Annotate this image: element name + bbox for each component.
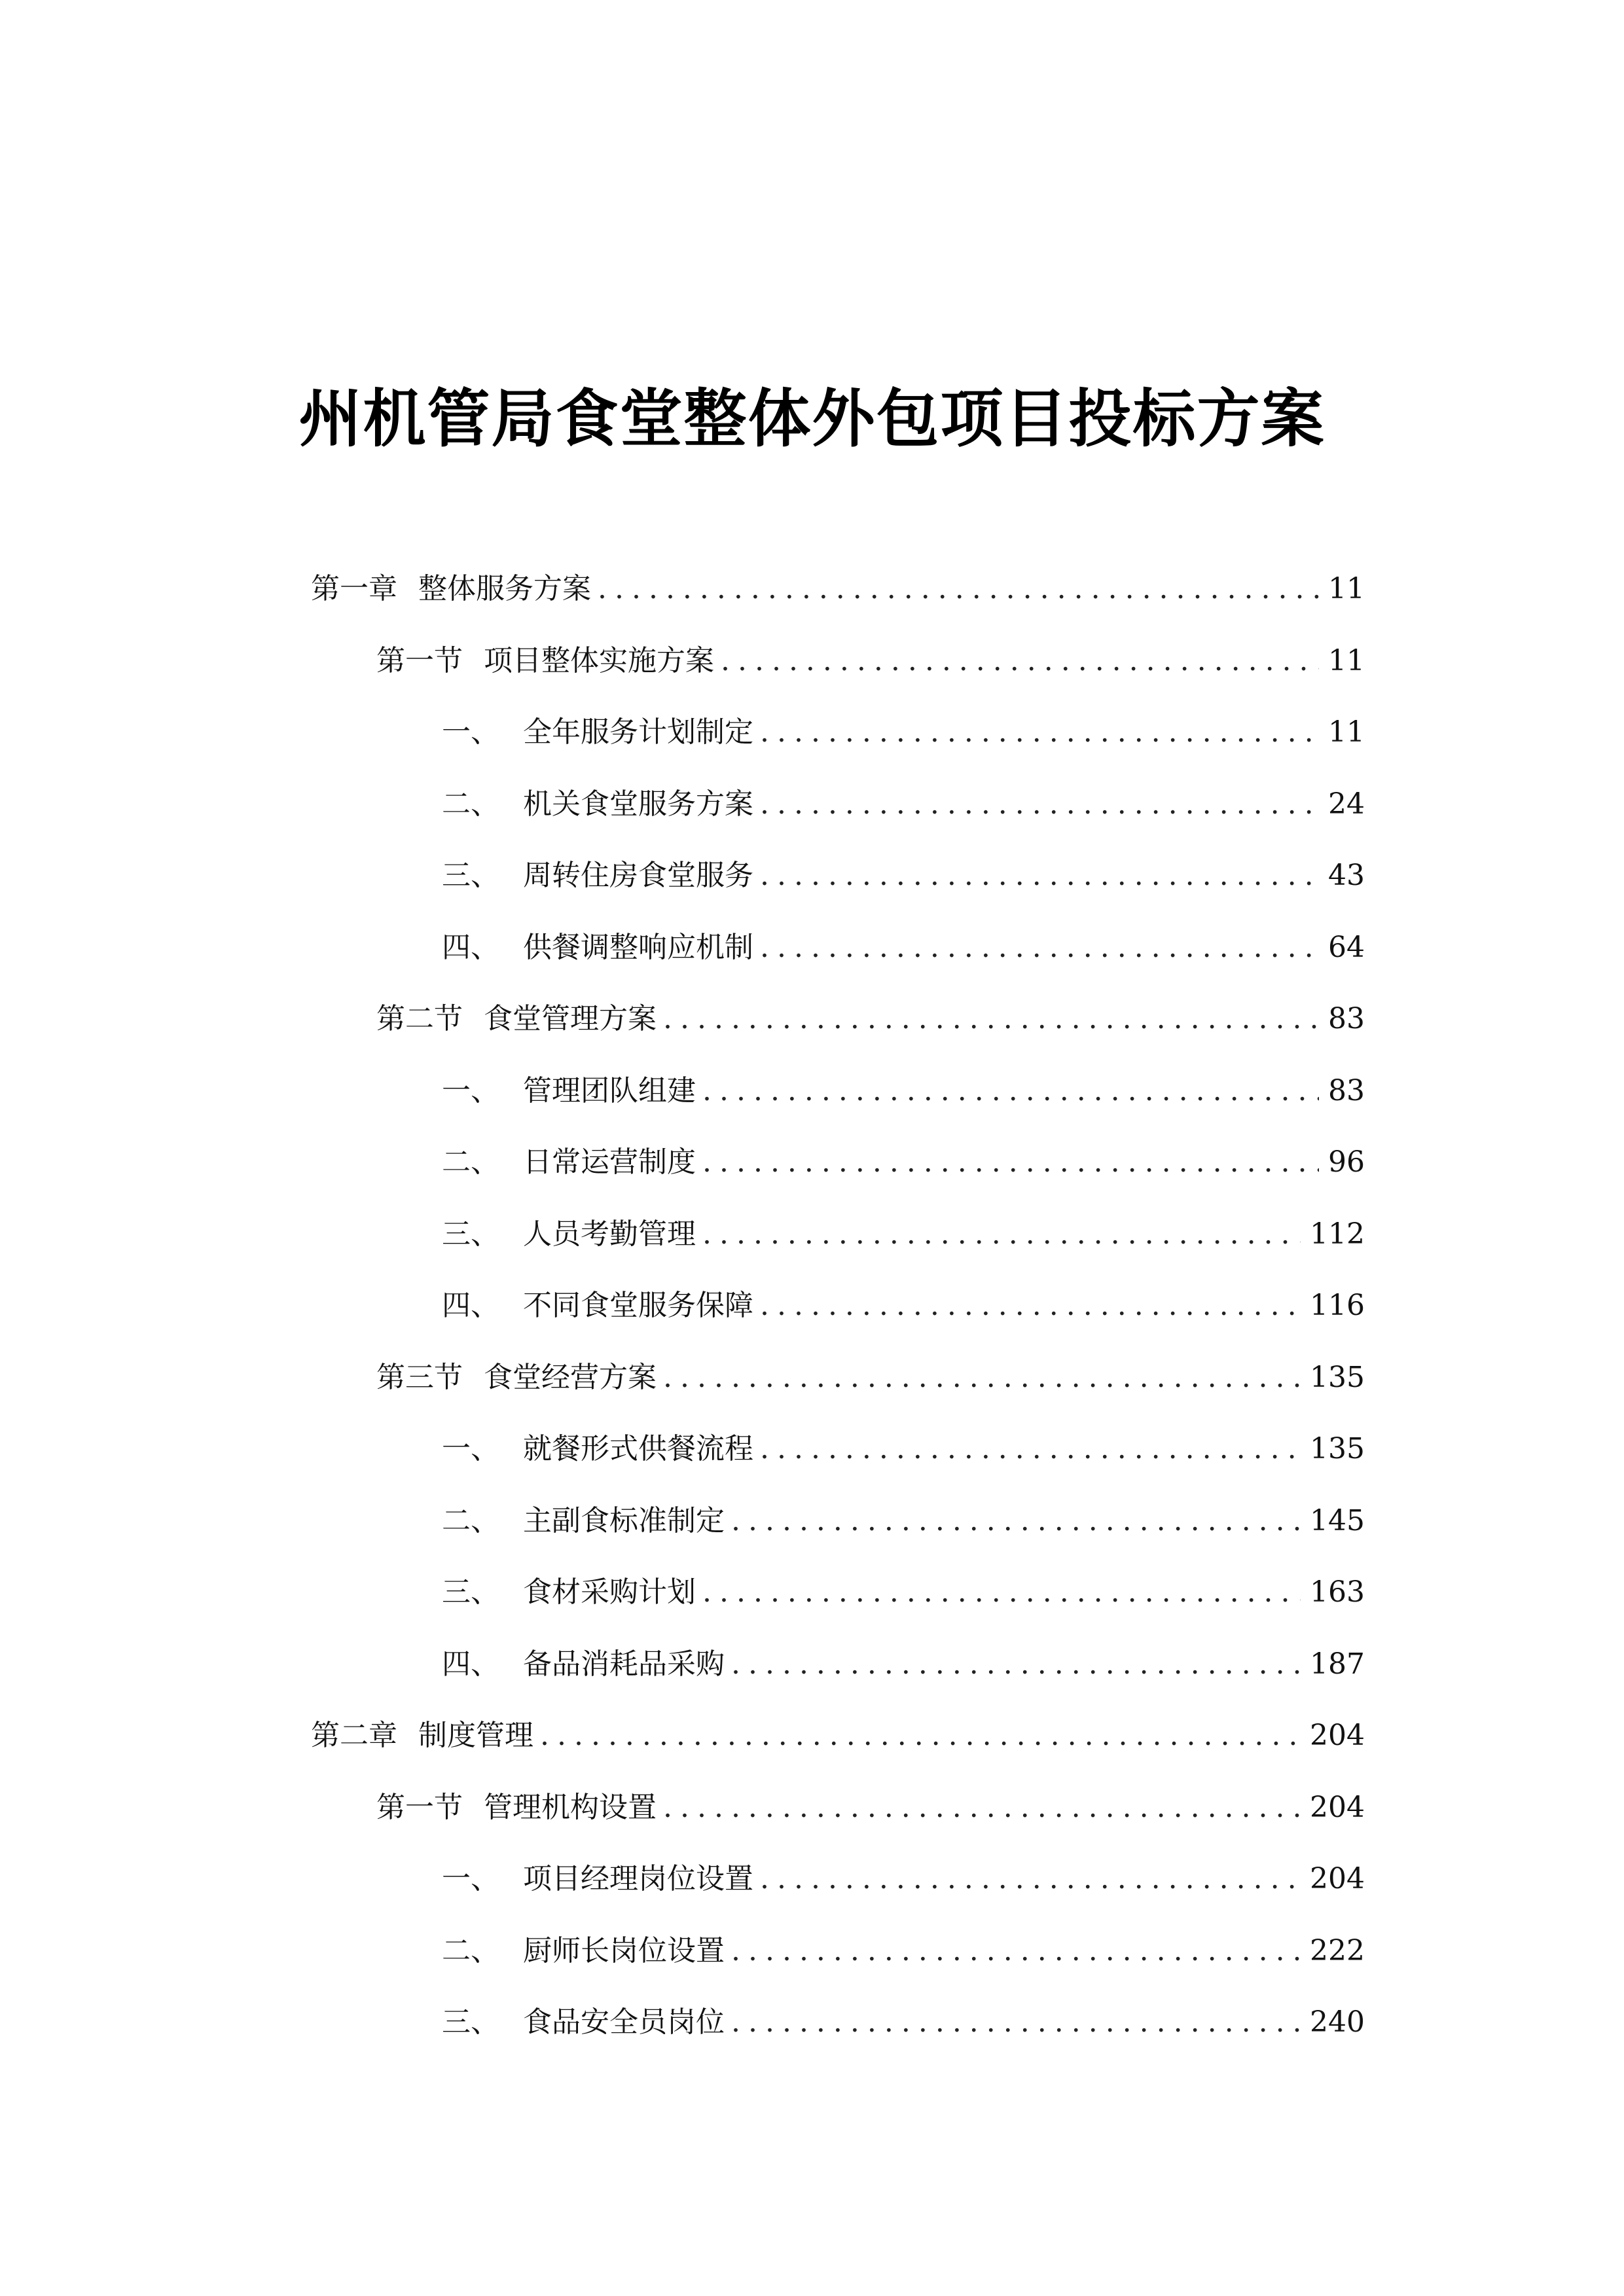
toc-entry[interactable] [311, 1859, 1365, 1931]
toc-entry-number: 一、 [442, 715, 499, 749]
toc-entry-label [442, 1215, 696, 1254]
toc-entry[interactable] [311, 856, 1365, 928]
toc-entry-number: 四、 [442, 930, 499, 964]
toc-page-number: 64 [1328, 930, 1365, 964]
toc-entry-label [442, 1071, 696, 1111]
toc-entry[interactable] [311, 999, 1365, 1071]
toc-dot-leader [760, 1859, 1301, 1899]
toc-dot-leader [721, 641, 1319, 681]
toc-entry-number: 二、 [442, 1503, 499, 1537]
toc-page-number: 112 [1310, 1217, 1365, 1251]
toc-page-number: 204 [1310, 1790, 1365, 1824]
toc-entry-label [442, 856, 753, 895]
toc-dot-leader [540, 1716, 1301, 1755]
toc-entry-title: 全年服务计划制定 [523, 715, 753, 749]
toc-dot-leader [760, 928, 1319, 967]
toc-entry-label [376, 1358, 657, 1397]
toc-entry-number: 三、 [442, 2005, 499, 2039]
toc-page-number: 163 [1310, 1575, 1365, 1609]
toc-dot-leader [760, 713, 1319, 752]
toc-page-number: 83 [1328, 1073, 1365, 1107]
toc-page-number: 187 [1310, 1647, 1365, 1681]
toc-page-number: 11 [1328, 715, 1365, 749]
document-title: 州机管局食堂整体外包项目投标方案 [298, 382, 1326, 456]
toc-entry[interactable] [311, 1716, 1365, 1788]
toc-entry-number: 第二节 [376, 1002, 463, 1035]
toc-page-number: 11 [1328, 643, 1365, 677]
toc-entry[interactable] [311, 641, 1365, 713]
toc-entry-title: 食品安全员岗位 [523, 2005, 725, 2039]
toc-entry-number: 一、 [442, 1432, 499, 1465]
toc-entry-label [442, 1931, 725, 1971]
toc-entry[interactable] [311, 1501, 1365, 1573]
toc-entry-title: 周转住房食堂服务 [523, 859, 753, 892]
toc-entry-label [442, 713, 753, 752]
toc-entry-number: 第三节 [376, 1360, 463, 1394]
toc-entry-number: 一、 [442, 1862, 499, 1895]
toc-dot-leader [702, 1143, 1319, 1182]
toc-dot-leader [663, 999, 1319, 1039]
toc-dot-leader [702, 1071, 1319, 1111]
toc-entry-title: 备品消耗品采购 [523, 1647, 725, 1681]
toc-dot-leader [760, 856, 1319, 895]
toc-entry-title: 食堂管理方案 [484, 1002, 657, 1035]
toc-entry-title: 不同食堂服务保障 [523, 1289, 753, 1322]
toc-entry[interactable] [311, 2003, 1365, 2075]
toc-page-number: 135 [1310, 1360, 1365, 1394]
toc-entry[interactable] [311, 1215, 1365, 1287]
toc-entry-label [442, 1859, 753, 1899]
toc-entry-number: 二、 [442, 787, 499, 821]
toc-entry[interactable] [311, 713, 1365, 785]
toc-entry[interactable] [311, 569, 1365, 641]
toc-entry-number: 三、 [442, 859, 499, 892]
toc-entry-label [442, 928, 753, 967]
toc-page-number: 145 [1310, 1503, 1365, 1537]
toc-page-number: 43 [1328, 859, 1365, 892]
toc-dot-leader [760, 1286, 1301, 1325]
toc-entry[interactable] [311, 1358, 1365, 1430]
toc-entry-number: 二、 [442, 1933, 499, 1967]
toc-entry-number: 三、 [442, 1217, 499, 1251]
toc-entry-title: 项目经理岗位设置 [523, 1862, 753, 1895]
toc-page-number: 11 [1328, 572, 1365, 605]
toc-dot-leader [731, 2003, 1301, 2042]
toc-entry-label [376, 999, 657, 1039]
toc-entry[interactable] [311, 1286, 1365, 1358]
toc-entry-title: 整体服务方案 [418, 572, 591, 605]
toc-entry-label [442, 1645, 725, 1684]
toc-entry[interactable] [311, 1931, 1365, 2003]
toc-entry-title: 人员考勤管理 [523, 1217, 696, 1251]
toc-dot-leader [731, 1645, 1301, 1684]
table-of-contents [311, 569, 1365, 2075]
toc-page-number: 96 [1328, 1145, 1365, 1179]
toc-dot-leader [731, 1931, 1301, 1971]
toc-entry-number: 一、 [442, 1073, 499, 1107]
toc-entry[interactable] [311, 928, 1365, 1000]
toc-entry-title: 项目整体实施方案 [484, 643, 714, 677]
toc-dot-leader [702, 1573, 1301, 1612]
toc-entry-number: 第一节 [376, 1790, 463, 1824]
toc-entry-number: 四、 [442, 1647, 499, 1681]
toc-entry-label [376, 641, 714, 681]
toc-entry-title: 就餐形式供餐流程 [523, 1432, 753, 1465]
toc-page-number: 83 [1328, 1002, 1365, 1035]
toc-dot-leader [760, 785, 1319, 824]
toc-page-number: 204 [1310, 1719, 1365, 1752]
toc-entry-number: 第一节 [376, 643, 463, 677]
toc-entry-number: 第一章 [311, 572, 397, 605]
toc-entry-label [442, 1429, 753, 1469]
toc-entry-label [442, 785, 753, 824]
toc-entry[interactable] [311, 1645, 1365, 1717]
toc-entry-title: 厨师长岗位设置 [523, 1933, 725, 1967]
toc-entry-label [311, 1716, 533, 1755]
toc-entry-label [311, 569, 591, 609]
toc-entry-label [442, 2003, 725, 2042]
toc-page-number: 116 [1310, 1289, 1365, 1322]
toc-entry-title: 食材采购计划 [523, 1575, 696, 1609]
toc-entry[interactable] [311, 1429, 1365, 1501]
toc-entry-title: 供餐调整响应机制 [523, 930, 753, 964]
toc-entry-label [442, 1286, 753, 1325]
toc-page-number: 222 [1310, 1933, 1365, 1967]
toc-entry-title: 食堂经营方案 [484, 1360, 657, 1394]
toc-entry-title: 制度管理 [418, 1719, 533, 1752]
toc-entry-label [442, 1143, 696, 1182]
toc-page-number: 240 [1310, 2005, 1365, 2039]
toc-dot-leader [702, 1215, 1301, 1254]
toc-entry-title: 管理团队组建 [523, 1073, 696, 1107]
toc-entry-title: 日常运营制度 [523, 1145, 696, 1179]
toc-entry-number: 第二章 [311, 1719, 397, 1752]
toc-entry[interactable] [311, 1071, 1365, 1143]
toc-dot-leader [731, 1501, 1301, 1541]
toc-entry-number: 四、 [442, 1289, 499, 1322]
toc-dot-leader [663, 1788, 1301, 1827]
toc-entry-number: 三、 [442, 1575, 499, 1609]
toc-entry-title: 管理机构设置 [484, 1790, 657, 1824]
toc-page-number: 24 [1328, 787, 1365, 821]
toc-page-number: 135 [1310, 1432, 1365, 1465]
toc-entry-label [442, 1501, 725, 1541]
toc-entry-title: 主副食标准制定 [523, 1503, 725, 1537]
toc-entry-label [442, 1573, 696, 1612]
toc-dot-leader [760, 1429, 1301, 1469]
toc-page-number: 204 [1310, 1862, 1365, 1895]
toc-entry-number: 二、 [442, 1145, 499, 1179]
toc-entry[interactable] [311, 1143, 1365, 1215]
toc-entry-label [376, 1788, 657, 1827]
toc-dot-leader [663, 1358, 1301, 1397]
toc-entry[interactable] [311, 1573, 1365, 1645]
toc-entry[interactable] [311, 785, 1365, 857]
toc-dot-leader [598, 569, 1319, 609]
toc-entry[interactable] [311, 1788, 1365, 1860]
toc-entry-title: 机关食堂服务方案 [523, 787, 753, 821]
